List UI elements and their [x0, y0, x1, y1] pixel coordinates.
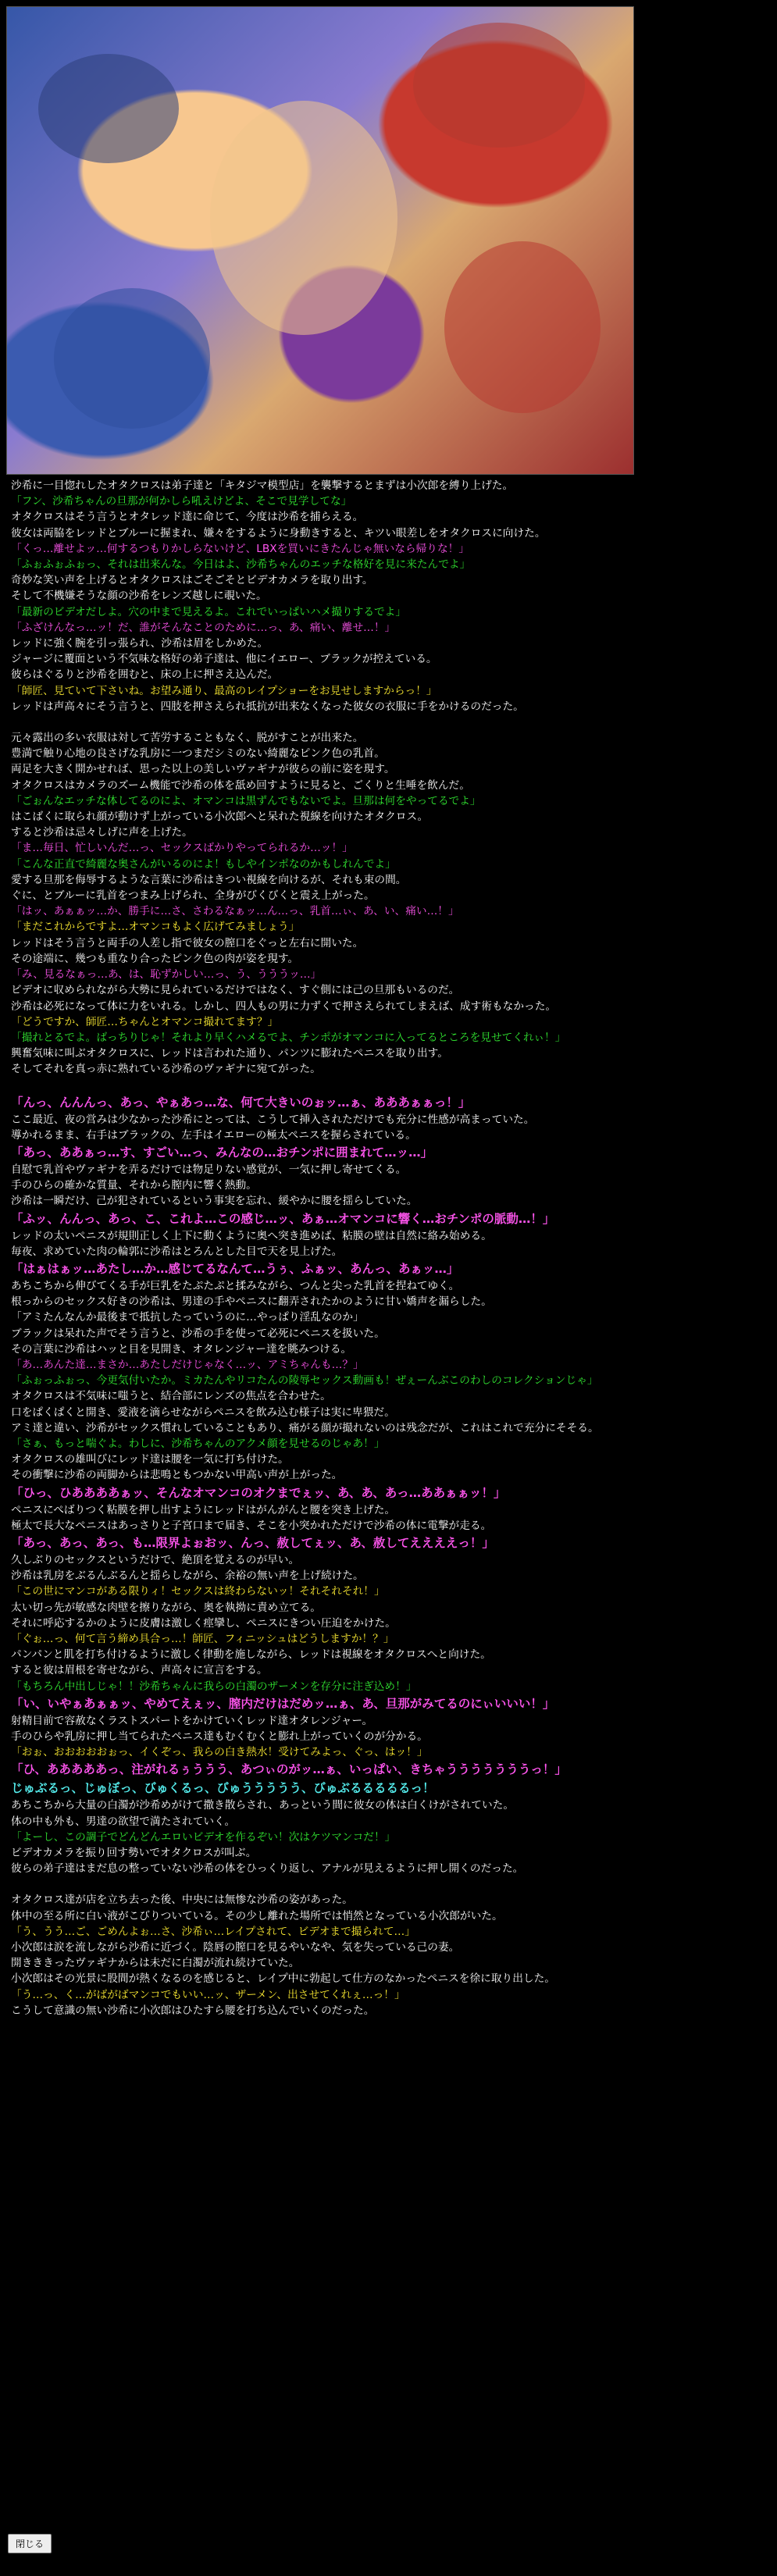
- story-line: その言葉に沙希はハッと目を見開き、オタレンジャー達を眺みつける。: [11, 1342, 352, 1356]
- story-line: 小次郎はその光景に股間が熱くなるのを感じると、レイプ中に勃起して仕方のなかったペニスを徐に取り出した。: [11, 1972, 555, 1986]
- story-line: 「ふぉっふぉっ、今更気付いたか。ミカたんやリコたんの陵辱セックス動画も！ぜぇーんぶこのわしのコレクションじゃ」: [11, 1374, 598, 1388]
- story-line: レッドに強く腕を引っ張られ、沙希は眉をしかめた。: [11, 637, 269, 650]
- story-line: オタクロス達が店を立ち去った後、中央には無惨な沙希の姿があった。: [11, 1894, 353, 1907]
- story-line: 「アミたんなんか最後まで抵抗したっていうのに…やっぱり淫乱なのか」: [11, 1311, 364, 1324]
- story-line: 「よーし、この調子でどんどんエロいビデオを作るぞい！次はケツマンコだ！」: [11, 1830, 396, 1844]
- story-line: 「ごぉんなエッチな体してるのによ、オマンコは黒ずんでもないでよ。旦那は何をやってるでよ」: [11, 794, 481, 807]
- story-line: 豊満で触り心地の良さげな乳房に一つまだシミのない綺麗なピンク色の乳首。: [11, 747, 385, 761]
- story-line: その途端に、幾つも重なり合ったピンク色の肉が姿を現す。: [11, 952, 299, 965]
- story-line: 「はぁはぁッ…あたし…か…感じてるなんて…うぅ、ふぁッ、あんっ、あぁッ…」: [11, 1261, 459, 1276]
- story-line: 愛する旦那を侮辱するような言葉に沙希はきつい視線を向けるが、それも束の間。: [11, 873, 407, 886]
- story-line: 沙希は必死になって体に力をいれる。しかし、四人もの男に力ずくで押さえられてしまえば、成す術もなかった。: [11, 999, 557, 1013]
- story-line: その衝撃に沙希の両脚からは悲鳴ともつかない甲高い声が上がった。: [11, 1469, 343, 1482]
- story-line: 毎夜、求めていた肉の輪郭に沙希はとろんとした目で天を見上げた。: [11, 1245, 343, 1258]
- story-line: 彼女は両脇をレッドとブルーに握まれ、嫌々をするように身動きすると、キツい眼差しをオタクロスに向けた。: [11, 526, 546, 540]
- story-line: 開きききったヴァギナからは未だに白濁が流れ続けていた。: [11, 1957, 300, 1970]
- story-line: レッドはそう言うと両手の人差し指で彼女の膣口をぐっと左右に開いた。: [11, 936, 364, 950]
- story-line: 「み、見るなぁっ…あ、は、恥ずかしい…っ、う、うううッ…」: [11, 968, 322, 982]
- story-line: ブラックは呆れた声でそう言うと、沙希の手を使って必死にペニスを扱いた。: [11, 1327, 385, 1340]
- story-line: ビデオに収められながら大勢に見られているだけではなく、すぐ側には己の旦那もいるのだ。: [11, 984, 460, 997]
- story-line: 「う、うう…ご、ごめんよぉ…さ、沙希ぃ…レイプされて、ビデオまで撮られて…」: [11, 1925, 415, 1938]
- story-line: レッドは声高々にそう言うと、四肢を押さえられ抵抗が出来なくなった彼女の衣服に手をかけるのだった。: [11, 700, 524, 713]
- story-line: アミ達と違い、沙希がセックス慣れしていることもあり、痛がる顔が撮れないのは残念だが、これはこれで充分にそそる。: [11, 1421, 599, 1434]
- story-line: パンパンと肌を打ち付けるように激しく律動を施しながら、レッドは視線をオタクロスへと向けた。: [11, 1648, 491, 1662]
- story-line: 「ふッ、んんっ、あっ、こ、これよ…この感じ…ッ、あぁ…オマンコに響く…おチンポの脈動…！」: [11, 1211, 555, 1226]
- story-line: 導かれるまま、右手はブラックの、左手はイエローの極太ペニスを握らされている。: [11, 1128, 416, 1142]
- story-text: [11, 478, 765, 2018]
- story-line: 沙希は乳房をぶるんぶるんと揺らしながら、余裕の無い声を上げ続けた。: [11, 1569, 364, 1583]
- story-illustration: [6, 6, 634, 475]
- story-line: 「ま…毎日、忙しいんだ…っ、セックスばかりやってられるか…ッ！」: [11, 842, 353, 855]
- story-line: 沙希は一瞬だけ、己が犯されているという事実を忘れ、緩やかに腰を揺らしていた。: [11, 1195, 418, 1208]
- story-line: オタクロスは不気味に嗤うと、結合部にレンズの焦点を合わせた。: [11, 1390, 331, 1403]
- paragraph-spacer: [11, 1876, 765, 1892]
- story-line: 「フン、沙希ちゃんの旦那が何かしら吼えけどよ、そこで見学してな」: [11, 495, 352, 508]
- story-line: 自慰で乳首やヴァギナを弄るだけでは物足りない感覚が、一気に押し寄せてくる。: [11, 1163, 407, 1176]
- story-line: 元々露出の多い衣服は対して苦労することもなく、脱がすことが出来た。: [11, 732, 364, 745]
- story-line: 「どうですか、師匠…ちゃんとオマンコ撮れてます？」: [11, 1015, 279, 1028]
- story-line: ここ最近、夜の営みは少なかった沙希にとっては、こうして挿入されただけでも充分に性感が高まっていた。: [11, 1113, 535, 1126]
- story-line: 「んっ、んんんっ、あっ、やぁあっ…な、何て大きいのぉッ…ぁ、あああぁぁっ！」: [11, 1095, 471, 1110]
- story-line: 射精目前で容赦なくラストスパートをかけていくレッド達オタレンジャー。: [11, 1714, 373, 1727]
- story-line: すると彼は眉根を寄せながら、声高々に宣言をする。: [11, 1664, 268, 1677]
- story-line: 「あっ、ああぁっ…す、すごい…っ、みんなの…おチンポに囲まれて…ッ…」: [11, 1145, 433, 1160]
- story-line: 「はッ、あぁぁッ…か、勝手に…さ、さわるなぁッ…ん…っ、乳首…ぃ、あ、い、痛い…！」: [11, 905, 459, 918]
- story-line: オタクロスの雄叫びにレッド達は腰を一気に打ち付けた。: [11, 1453, 289, 1466]
- story-line: 「ひっ、ひああああぁッ、そんなオマンコのオクまでぇッ、あ、あ、あっ…ああぁぁッ！」: [11, 1485, 506, 1500]
- story-line: 「ふぉふぉふぉっ、それは出来んな。今日はよ、沙希ちゃんのエッチな格好を見に来たんでよ」: [11, 558, 471, 572]
- story-line: 「い、いやぁあぁぁッ、やめてえぇッ、膣内だけはだめッ…ぁ、あ、旦那がみてるのにぃいいい！」: [11, 1696, 555, 1711]
- story-line: オタクロスはそう言うとオタレッド達に命じて、今度は沙希を捕らえる。: [11, 511, 364, 524]
- story-line: ビデオカメラを振り回す勢いでオタクロスが叫ぶ。: [11, 1847, 257, 1860]
- story-line: はこばくに取られ顔が動けず上がっている小次郎へと呆れた視線を向けたオタクロス。: [11, 811, 429, 824]
- story-line: 「あっ、あっ、あっ、も…限界よぉおッ、んっ、赦してぇッ、あ、赦してええええっ！」: [11, 1535, 494, 1550]
- story-line: 「撮れとるでよ。ばっちりじゃ！それより早くハメるでよ、チンポがオマンコに入ってるところを見せてくれぃ！」: [11, 1031, 566, 1044]
- story-line: 両足を大きく開かせれば、思った以上の美しいヴァギナが彼らの前に姿を現す。: [11, 763, 395, 776]
- story-line: あちこちから大量の白濁が沙希めがけて撒き散らされ、あっという間に彼女の体は白くけがされていた。: [11, 1799, 515, 1812]
- story-line: 奇妙な笑い声を上げるとオタクロスはごそごそとビデオカメラを取り出す。: [11, 574, 373, 587]
- story-line: じゅぶるっ、じゅぼっ、びゅくるっ、びゅううううう、びゅぶるるるるるっ！: [11, 1781, 435, 1796]
- story-line: 「おぉ、おおおおおぉっ、イくぞっ、我らの白き熱水！受けてみよっ、ぐっ、はッ！」: [11, 1746, 428, 1759]
- story-line: 沙希に一目惚れしたオタクロスは弟子達と「キタジマ模型店」を襲撃するとまずは小次郎を縛り上げた。: [11, 479, 514, 492]
- story-line: 「あ…あんた達…まさか…あたしだけじゃなく…ッ、アミちゃんも…？」: [11, 1358, 364, 1371]
- story-line: そしてそれを真っ赤に熟れている沙希のヴァギナに宛てがった。: [11, 1063, 321, 1076]
- story-line: 「う…っ、く…がばがばマンコでもいい…ッ、ザーメン、出させてくれぇ…っ！」: [11, 1988, 405, 2001]
- story-line: 手のひらや乳房に押し当てられたペニス達もむくむくと膨れ上がっていくのが分かる。: [11, 1730, 428, 1744]
- story-line: 彼らはぐるりと沙希を囲むと、床の上に押さえ込んだ。: [11, 668, 279, 682]
- story-line: 久しぶりのセックスというだけで、絶頂を覚えるのが早い。: [11, 1553, 300, 1566]
- story-line: レッドの太いペニスが規則正しく上下に動くように奥へ突き進めば、粘膜の壁は自然に絡み始める。: [11, 1229, 492, 1242]
- story-line: 「さぁ、もっと喘ぐよ。わしに、沙希ちゃんのアクメ顔を見せるのじゃあ！」: [11, 1437, 385, 1450]
- story-line: オタクロスはカメラのズーム機能で沙希の体を舐め回すように見ると、ごくりと生唾を飲んだ。: [11, 779, 470, 792]
- story-line: ジャージに覆面という不気味な格好の弟子達は、他にイエロー、ブラックが控えている。: [11, 653, 437, 666]
- story-line: 「ふざけんなっ…ッ！だ、誰がそんなことのために…っ、あ、痛い、離せ…！」: [11, 621, 396, 634]
- story-line: 「こんな正直で綺麗な奥さんがいるのによ！もしやインポなのかもしれんでよ」: [11, 857, 396, 871]
- story-line: 口をぱくぱくと開き、愛液を滴らせながらペニスを飲み込む様子は実に卑猥だ。: [11, 1406, 395, 1419]
- story-line: 「ひ、あああああっ、注がれるぅううう、あつぃのがッ…ぁ、いっぱい、きちゃうううううううっ！」: [11, 1762, 567, 1777]
- story-line: それに呼応するかのように皮膚は激しく痙攣し、ペニスにきつい圧迫をかけた。: [11, 1616, 396, 1630]
- story-line: ぐに、とブルーに乳首をつまみ上げられ、全身がびくびくと震え上がった。: [11, 889, 375, 903]
- story-line: 体中の至る所に白い液がこびりついている。その少し離れた場所では悄然となっている小次郎がいた。: [11, 1909, 503, 1922]
- story-line: 「まだこれからですよ…オマンコもよく広げてみましょう」: [11, 921, 300, 934]
- story-line: そして不機嫌そうな顔の沙希をレンズ越しに覗いた。: [11, 590, 267, 603]
- story-line: 極太で長大なペニスはあっさりと子宮口まで届き、そこを小突かれただけで沙希の体に電撃が走る。: [11, 1519, 492, 1532]
- story-line: 手のひらの確かな質量、それから膣内に響く熱動。: [11, 1179, 257, 1192]
- story-line: 「もちろん中出しじゃ！！沙希ちゃんに我らの白濁のザーメンを存分に注ぎ込め！」: [11, 1680, 417, 1693]
- story-line: ペニスにぺばりつく粘膜を押し出すようにレッドはがんがんと腰を突き上げた。: [11, 1503, 396, 1516]
- story-line: 彼らの弟子達はまだ息の整っていない沙希の体をひっくり返し、アナルが見えるように押し開くのだった。: [11, 1862, 524, 1876]
- paragraph-spacer: [11, 714, 765, 730]
- story-line: 興奮気味に叫ぶオタクロスに、レッドは言われた通り、パンツに膨れたペニスを取り出す。: [11, 1047, 448, 1060]
- close-button[interactable]: 閉じる: [8, 2534, 52, 2553]
- story-line: 根っからのセックス好きの沙希は、男達の手やペニスに翻弄されたかのように甘い嬌声を漏らした。: [11, 1295, 492, 1309]
- story-line: 「最新のビデオだしよ。穴の中まで見えるよ。これでいっぱいハメ撮りするでよ」: [11, 605, 407, 618]
- story-line: すると沙希は忌々しげに声を上げた。: [11, 826, 193, 839]
- story-line: 「この世にマンコがある限りィ！セックスは終わらないッ！それそれそれ！」: [11, 1585, 385, 1598]
- story-line: 小次郎は涙を流しながら沙希に近づく。陰唇の膣口を見るやいなや、気を失っている己の妻。: [11, 1941, 460, 1954]
- story-line: こうして意識の無い沙希に小次郎はひたすら腰を打ち込んでいくのだった。: [11, 2004, 375, 2017]
- story-line: 「くっ…離せよッ…何するつもりかしらないけど、LBXを買いにきたんじゃ無いなら帰りな！」: [11, 542, 470, 555]
- story-line: 「ぐぉ…っ、何て言う締め具合っ…！師匠、フィニッシュはどうしますか！？」: [11, 1633, 394, 1645]
- story-line: 太い切っ先が敏感な肉壁を擦りながら、奥を執拗に責め立てる。: [11, 1601, 321, 1614]
- story-line: 体の中も外も、男達の欲望で満たされていく。: [11, 1815, 236, 1828]
- story-line: 「師匠、見ていて下さいね。お望み通り、最高のレイプショーをお見せしますからっ！」: [11, 684, 437, 697]
- story-line: あちこちから伸びてくる手が巨乳をたぷたぷと揉みながら、つんと尖った乳首を捏ねてゆく。: [11, 1279, 460, 1292]
- paragraph-spacer: [11, 1078, 765, 1093]
